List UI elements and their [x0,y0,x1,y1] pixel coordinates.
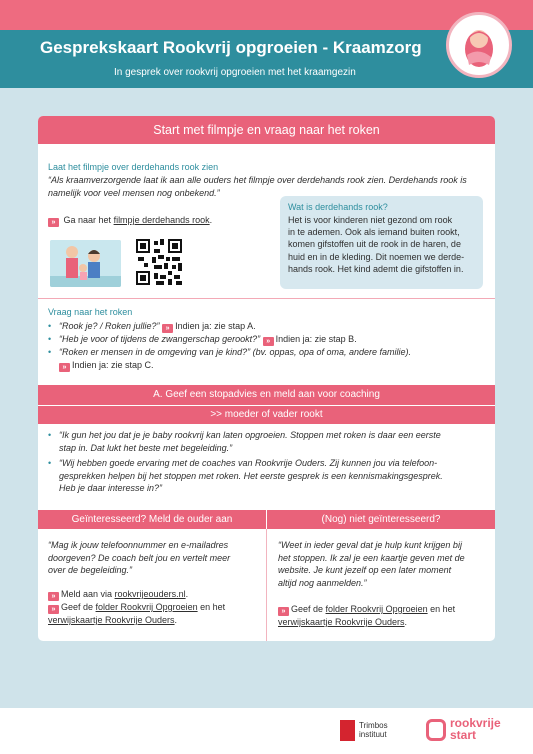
list-item [48,333,488,346]
quote-line: het stoppen. Ik zal je een kaartje geven met de [278,552,465,563]
action-text: Geef de [61,602,94,612]
interested-quote [48,539,260,577]
info-line: huid en in de kleding. Dit noemen we derde- [288,251,465,262]
question-text: “Heb je voor of tijdens de zwangerschap gerookt?” [59,334,261,344]
info-body [288,214,475,275]
info-line: komen gifstoffen uit de rook in de haren, de [288,239,461,250]
rookvrije-line: start [450,728,477,742]
ask-list [48,320,488,372]
verwijskaartje-link[interactable]: verwijskaartje Rookvrije Ouders [278,617,405,627]
not-interested-quote [278,539,490,589]
action-row [278,603,490,629]
step-a-list [48,429,488,495]
double-chevron-right-icon: » [162,324,173,333]
folder-link[interactable]: folder Rookvrij Opgroeien [325,604,428,614]
rookvrije-line: rookvrije [450,716,501,730]
page-subtitle: In gesprek over rookvrij opgroeien met het kraamgezin [114,67,356,78]
list-item [48,429,488,454]
question-text: “Roken er mensen in de omgeving van je kind?” (bv. oppas, opa of oma, andere familie). [59,347,412,357]
film-link[interactable]: filmpje derdehands rook [113,215,210,225]
list-item [48,457,488,495]
quote-line: stap in. Dat lukt het beste met begeleiding.” [59,442,233,453]
verwijskaartje-link[interactable]: verwijskaartje Rookvrije Ouders [48,615,175,625]
answer-text: Indien ja: zie stap B. [275,334,357,344]
answer-text: Indien ja: zie stap A. [175,321,256,331]
double-chevron-right-icon: » [48,605,59,614]
film-heading: Laat het filmpje over derdehands rook zien [48,162,219,172]
trimbos-line: instituut [359,730,387,739]
interested-actions [48,588,260,627]
quote-line: altijd nog aanmelden.” [278,577,367,588]
bullet: • [48,347,52,357]
info-line: in te ademen. Ook als iemand buiten rookt, [288,227,460,238]
divider [38,298,495,299]
film-quote-line: “Als kraamverzorgende laat ik aan alle ouders het filmpje over derdehands rook zien. Derdehands rook is [48,175,467,185]
bullet: • [48,458,52,468]
interested-title: Geïnteresseerd? Meld de ouder aan [38,510,266,529]
conversation-card [38,116,495,641]
rookvrije-start-logo-icon [426,719,446,741]
qr-code-icon [134,237,184,287]
trimbos-line: Trimbos [359,721,388,730]
action-text: en het [430,604,456,614]
action-text: . [174,615,178,625]
bullet: • [48,334,52,344]
trimbos-logo-icon [340,720,355,741]
column-divider [266,529,267,641]
quote-line: website. Je kunt jezelf op een later moment [278,565,452,575]
question-text: “Rook je? / Roken jullie?” [59,321,160,331]
film-link-row [48,214,212,227]
not-interested-title: (Nog) niet geïnteresseerd? [267,510,495,529]
section-banner: Start met filmpje en vraag naar het roken [38,116,495,144]
baby-swaddled-icon [449,15,509,75]
double-chevron-right-icon: » [48,592,59,601]
quote-line: gesprekken helpen bij het stoppen met roken. Het eerste gesprek is een kennismakingsgesprek. [59,470,443,481]
step-a-title: A. Geef een stopadvies en meld aan voor coaching [38,385,495,405]
action-text: Geef de [291,604,324,614]
not-interested-actions [278,603,490,629]
quote-line: over de begeleiding.” [48,565,133,575]
list-item [48,346,488,372]
action-text: en het [200,602,226,612]
quote-line: “Mag ik jouw telefoonnummer en e-mailadres [48,540,229,550]
family-illustration-icon [50,240,121,287]
film-link-prefix: Ga naar het [63,215,112,225]
page-title: Gesprekskaart Rookvrij opgroeien - Kraamzorg [40,38,422,57]
trimbos-logo-text [359,721,388,739]
ask-heading: Vraag naar het roken [48,307,133,317]
qr-code[interactable] [134,237,184,287]
baby-badge [446,12,512,78]
action-text: . [185,589,189,599]
double-chevron-right-icon: » [263,337,274,346]
quote-line: “Wij hebben goede ervaring met de coaches van Rookvrije Ouders. Zij kunnen jou via telefoon- [59,458,438,468]
info-box-third-hand-smoke [280,196,483,289]
film-link-suffix: . [209,215,213,225]
quote-line: Heb je daar interesse in?” [59,483,163,493]
quote-line: “Ik gun het jou dat je je baby rookvrij kan laten opgroeien. Stoppen met roken is daar een eerste [59,430,441,440]
action-text: Meld aan via [61,589,113,599]
double-chevron-right-icon: » [48,218,59,227]
double-chevron-right-icon: » [278,607,289,616]
action-text: . [404,617,408,627]
folder-link[interactable]: folder Rookvrij Opgroeien [95,602,198,612]
rookvrijeouders-link[interactable]: rookvrijeouders.nl [114,589,186,599]
rookvrije-start-logo-text [450,717,501,741]
info-line: Het is voor kinderen niet gezond om rook [288,215,453,225]
quote-line: doorgeven? De coach belt jou en vertelt meer [48,552,231,563]
action-row [48,588,260,601]
action-row [48,601,260,627]
footer [0,708,533,754]
film-quote-line: namelijk voor veel mensen nog onbekend.” [48,187,220,198]
bullet: • [48,321,52,331]
double-chevron-right-icon: » [59,363,70,372]
info-line: hands rook. Het kind ademt die gifstoffen in. [288,263,464,274]
quote-line: “Weet in ieder geval dat je hulp kunt krijgen bij [278,540,462,550]
video-thumbnail[interactable] [50,240,121,287]
bullet: • [48,430,52,440]
answer-text: Indien ja: zie stap C. [72,359,154,370]
info-heading: Wat is derdehands rook? [288,202,388,212]
list-item [48,320,488,333]
step-a-subtitle: >> moeder of vader rookt [38,406,495,424]
